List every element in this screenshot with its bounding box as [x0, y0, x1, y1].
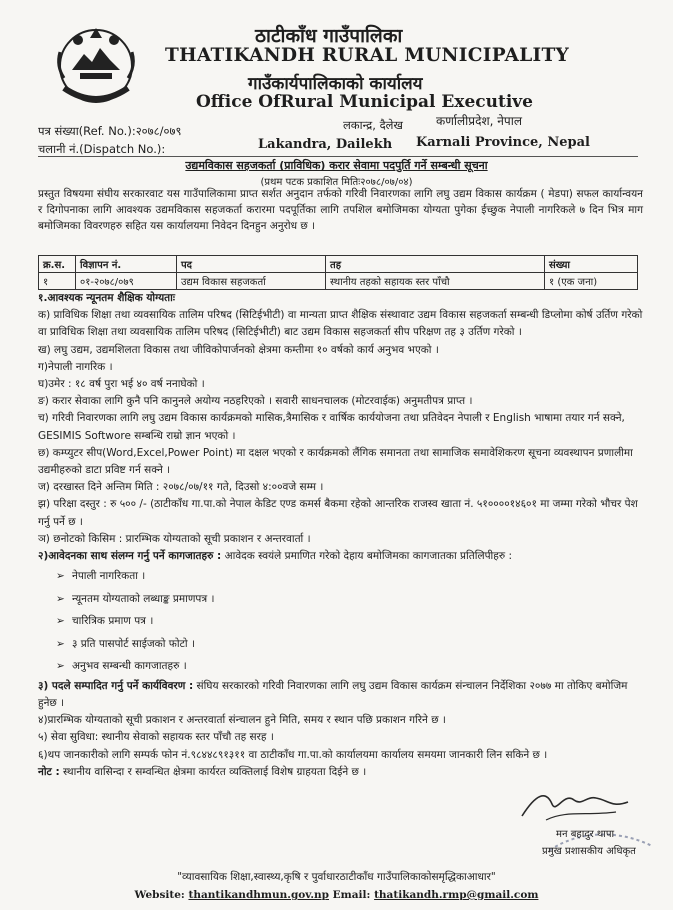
province-en: Karnali Province, Nepal [416, 135, 590, 150]
notice-title: उद्यमविकास सहजकर्ता (प्राविधिक) करार सेवामा पदपुर्ति गर्ने सम्बन्धी सूचना [185, 159, 488, 172]
requirement-item: ख) लघु उद्यम, उद्यमशिलता विकास तथा जीविकोपार्जनको क्षेत्रमा कम्तीमा १० वर्षको कार्य अनुभव भएको । [38, 343, 439, 356]
email-label: Email: [332, 889, 371, 901]
signatory-name: मन बहादुर थापा [556, 829, 615, 840]
location-en: Lakandra, Dailekh [258, 137, 393, 152]
note-item: ४)प्रारम्भिक योग्यताको सूची प्रकाशन र अन्तरवार्ता संन्चालन हुने मिति, समय र स्थान पछि प्रकाशन गरिने छ । [38, 714, 446, 727]
list-item: ➢ ३ प्रति पासपोर्ट साईजको फोटो । [56, 633, 643, 656]
requirement-item: क) प्राविधिक शिक्षा तथा व्यवसायिक तालिम परिषद (सिटिईभीटी) वा मान्यता प्राप्त शैक्षिक संस्थावाट उद्यम विकास सहजकर्ता सम्बन्धी डिप्लोमा कोर्ष उर्तिण गरेको वा प्राविधिक शिक्षा तथा व्यवसायिक तालिम परिषद (सिटिईभीटी) बाट उद्यम विकास सहजकर्ता सीप परिक्षण तह ३ उर्तिण गरेको । [38, 309, 643, 339]
footnote-paragraph [38, 764, 643, 781]
cell-sn: १ [39, 273, 76, 290]
office-name-np: ठाटीकाँध गाउँपालिका [255, 25, 403, 47]
note-item: ५) सेवा सुविधा: स्थानीय सेवाको सहायक स्तर पाँचौ तह सरह । [38, 731, 274, 744]
note-item: ६)थप जानकारीको लागि सम्पर्क फोन नं.९८४४८९१३११ वा ठाटीकाँध गा.पा.को कार्यालयमा कार्यालय समयमा जानकारी लिन सकिने छ । [38, 748, 548, 761]
intro-paragraph: प्रस्तुत विषयमा संघीय सरकारवाट यस गाउँपालिकामा प्राप्त सर्शत अनुदान तर्फको गरिवी निवारणका लागि लघु उद्यम विकास कार्यक्रम ( मेडपा) सफल कार्यान्वयन र दिगोपनाका लागि आवश्यक उद्यमविकास सहजकर्ता करारमा पदपूर्तिका लागि तपशिल बमोजिमका योग्यता पुगेका ईच्छुक नेपाली नागरिकले ७ दिन भित्र माग बमोजिमका विवरणहरु सहित यस कार्यालयमा निवेदन दिनहुन अनुरोध छ । [38, 188, 643, 232]
list-item: ➢ चारित्रिक प्रमाण पत्र । [56, 610, 643, 633]
requirement-item: ङ) करार सेवाका लागि कुनै पनि कानुनले अयोग्य नठहरिएको । सवारी साधनचालक (मोटरवाईक) अनुमतीपत्र प्राप्त । [38, 395, 473, 408]
col-header-count: संख्या [545, 256, 638, 273]
ref-value: २०७८/०७९ [135, 124, 182, 138]
requirement-item: छ) कम्प्युटर सीप(Word,Excel,Power Point) मा दक्षल भएको र कार्यक्रमको लैंगिक समानता तथा सामाजिक समावेशिकरण सूचना व्यवस्थापन प्रणालीमा उद्यमीहरुको डाटा प्रविष्ट गर्न सक्ने । [38, 446, 633, 477]
table-header-row [39, 256, 638, 273]
documents-paragraph [38, 548, 643, 565]
notice-body [38, 290, 643, 781]
ref-label: पत्र संख्या(Ref. No.): [38, 124, 136, 138]
requirement-item: ञ) छनोटको किसिम : प्रारम्भिक योग्यताको सूची प्रकाशन र अन्तरवार्ता । [38, 532, 311, 545]
col-header-level: तह [326, 256, 545, 273]
footer-contact [0, 889, 673, 901]
email-link[interactable]: thatikandh.rmp@gmail.com [374, 889, 539, 901]
documents-heading-rest: आवेदक स्वयंले प्रमाणित गरेको देहाय बमोजिमका कागजातका प्रतिलिपीहरु : [221, 550, 512, 563]
footnote-label: नोट : [38, 765, 60, 778]
province-np: कर्णालीप्रदेश, नेपाल [436, 114, 522, 128]
requirement-item: ज) दरखास्त दिने अन्तिम मिति : २०७८/०७/११ गते, दिउसो ४:००वजे सम्म । [38, 481, 324, 494]
list-item: ➢ न्यूनतम योग्यताको लब्धाङ्क प्रमाणपत्र । [56, 588, 643, 611]
requirement-item: घ)उमेर : १८ वर्ष पुरा भई ४० वर्ष ननाघेको । [38, 378, 205, 391]
cell-post: उद्यम विकास सहजकर्ता [177, 273, 326, 290]
duties-paragraph [38, 678, 643, 712]
signature-mark [516, 786, 636, 826]
exec-office-np: गाउँकार्यपालिकाको कार्यालय [248, 74, 423, 94]
col-header-ad-no: विज्ञापन नं. [76, 256, 177, 273]
documents-heading: २)आवेदनका साथ संलग्न गर्नु पर्ने कागजातहरु : [38, 550, 222, 563]
footer-motto: "व्यावसायिक शिक्षा,स्वास्थ्य,कृषि र पुर्वाधारठाटीकाँध गाउँपालिकाकोसमृद्धिकाआधार" [177, 871, 496, 883]
notice-subtitle: (प्रथम पटक प्रकाशित मितिः२०७८/०७/०४) [260, 177, 413, 188]
requirement-item: ग)नेपाली नागरिक । [38, 360, 113, 373]
requirement-item: च) गरिवी निवारणका लागि लघु उद्यम विकास कार्यक्रमको मासिक,त्रैमासिक र वार्षिक कार्ययोजना तथा प्रतिवेदन नेपाली र English भाषामा तयार गर्न सक्ने, GESIMIS Softwore सम्बन्धि राम्रो ज्ञान भएको । [38, 412, 625, 442]
dispatch-number: चलानी नं.(Dispatch No.): [38, 142, 166, 156]
cell-level: स्थानीय तहको सहायक स्तर पाँचौ [326, 273, 545, 290]
requirements-heading: १.आवश्यक न्यूनतम शैक्षिक योग्यताः [38, 292, 176, 304]
reference-number [38, 124, 181, 139]
cell-ad-no: ०१-२०७८/०७९ [76, 273, 177, 290]
website-link[interactable]: thantikandhmun.gov.np [188, 889, 329, 901]
col-header-post: पद [177, 256, 326, 273]
nepal-emblem-icon [50, 18, 142, 110]
duties-text: संघिय सरकारको गरिवी निवारणका लागि लघु उद्यम विकास कार्यक्रम संन्चालन निर्देशिका २०७७ मा तोकिए बमोजिम हुनेछ । [38, 679, 628, 709]
footnote-text: स्थानीय वासिन्दा र सम्वन्धित क्षेत्रमा कार्यरत व्यक्तिलाई विशेष ग्राहयता दिईने छ । [59, 765, 367, 778]
header-divider [38, 156, 638, 157]
requirement-item: झ) परिक्षा दस्तुर : रु ५०० /- (ठाटीकाँध गा.पा.को नेपाल केडिट एण्ड कमर्स बैकमा रहेको आन्तरिक राजस्व खाता नं. ५१००००१४६०१ मा जम्मा गरेको भौचर पेश गर्नु पर्ने छ । [38, 498, 638, 528]
signatory-title: प्रमुख प्रशासकीय अधिकृत [542, 846, 636, 857]
list-item: ➢ अनुभव सम्बन्धी कागजातहरु । [56, 655, 643, 678]
duties-heading: ३) पदले सम्पादित गर्नु पर्ने कार्यविवरण : [38, 679, 194, 692]
office-name-en: THATIKANDH RURAL MUNICIPALITY [165, 45, 570, 66]
vacancy-table [38, 255, 638, 290]
list-item: ➢ नेपाली नागरिकता । [56, 565, 643, 588]
exec-office-en: Office OfRural Municipal Executive [196, 92, 533, 112]
col-header-sn: क्र.स. [39, 256, 76, 273]
documents-list [38, 565, 643, 678]
cell-count: १ (एक जना) [545, 273, 638, 290]
website-label: Website: [134, 889, 185, 901]
location-np: लकान्द्र, दैलेख [343, 118, 403, 132]
table-row [39, 273, 638, 290]
